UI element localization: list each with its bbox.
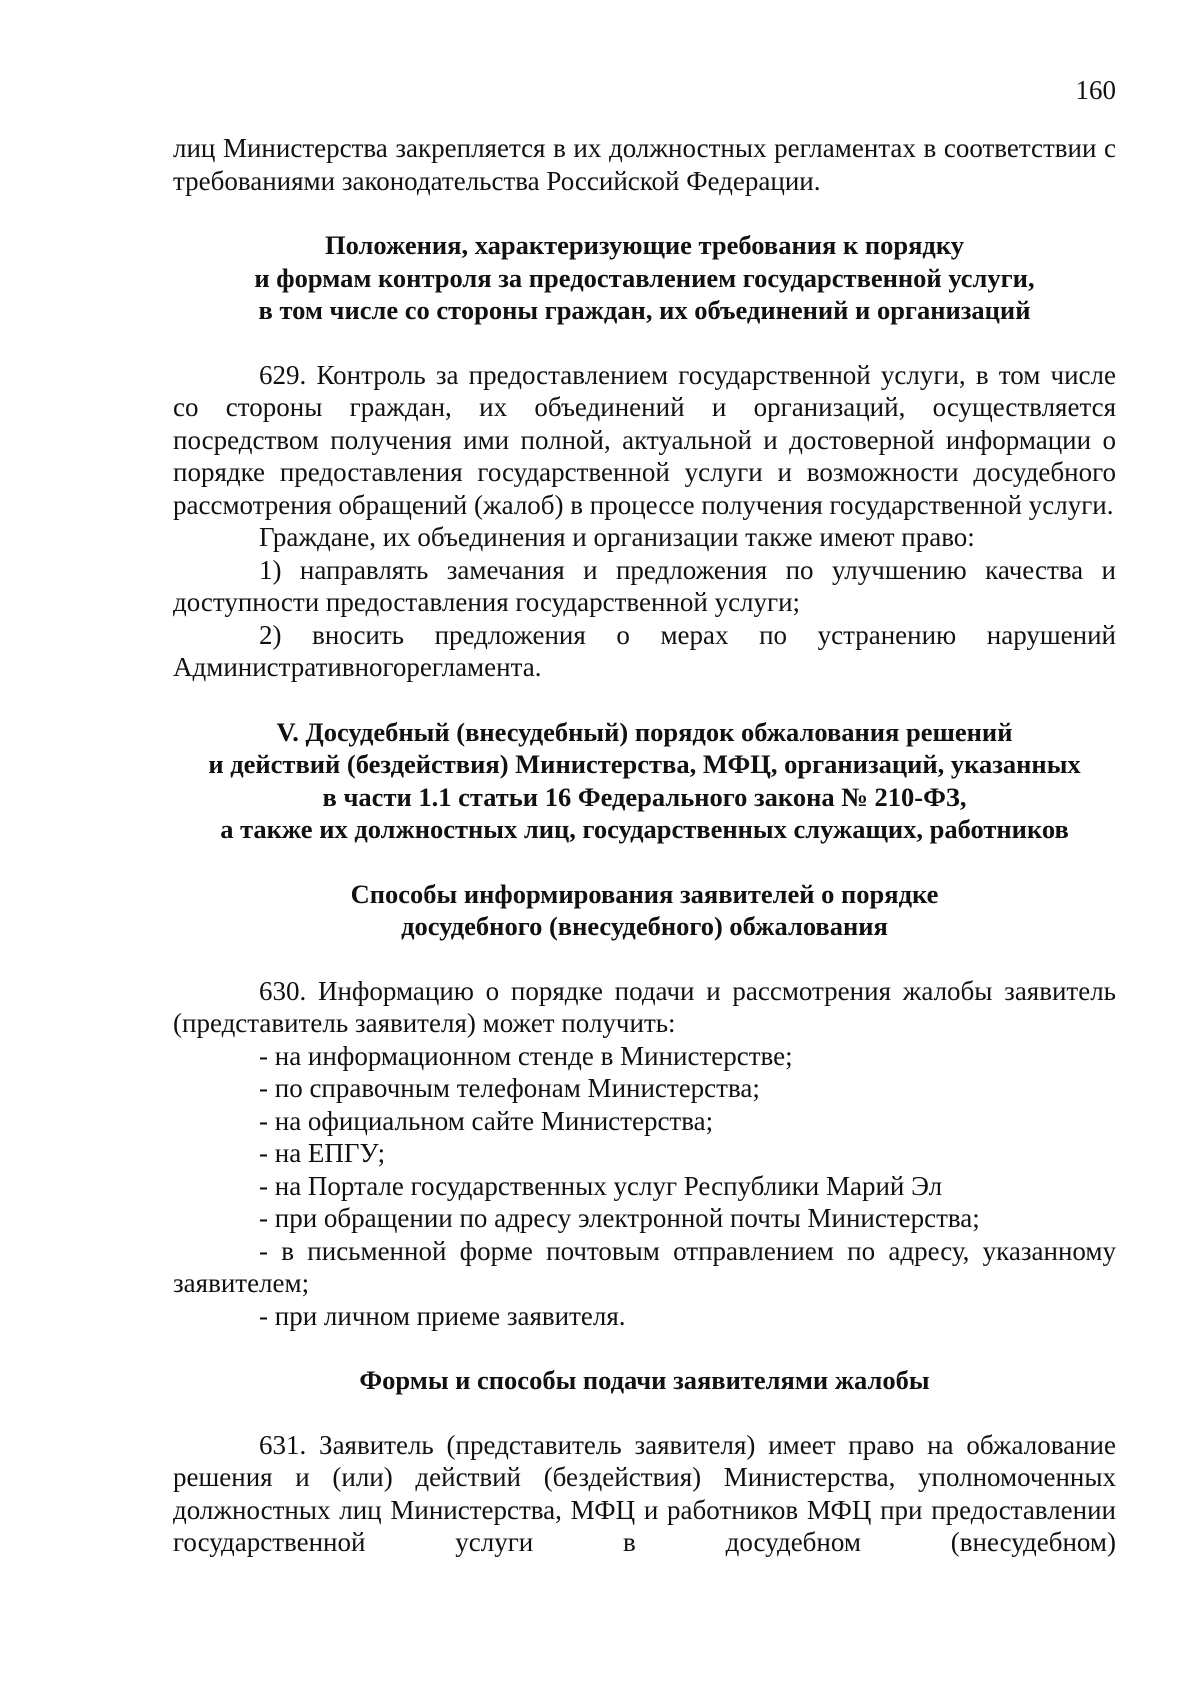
list-item: - на информационном стенде в Министерстве; (259, 1040, 793, 1071)
heading-line: а также их должностных лиц, государственных служащих, работников (220, 814, 1069, 844)
right-item-2: 2) вносить предложения о мерах по устранению нарушений Административногорегламента. (173, 619, 1116, 682)
document-body (173, 132, 1116, 1559)
section-control-heading (173, 229, 1116, 327)
list-item: - на ЕПГУ; (259, 1138, 386, 1168)
paragraph-629: 629. Контроль за предоставлением государственной услуги, в том числе со стороны граждан, их объединений и организаций, осуществляется посредством получения ими полной, актуальной и достоверной информации о порядке предоставления государственной услуги и возможности досудебного рассмотрения обращений (жалоб) в процессе получения государственной услуги. (173, 359, 1116, 520)
heading-line: V. Досудебный (внесудебный) порядок обжалования решений (276, 716, 1013, 747)
list-item: - при обращении по адресу электронной почты Министерства; (259, 1203, 980, 1233)
list-item: - по справочным телефонам Министерства; (259, 1073, 760, 1103)
section-v-heading (173, 716, 1116, 846)
heading-line: досудебного (внесудебного) обжалования (401, 911, 888, 941)
heading-line: в части 1.1 статьи 16 Федерального закона № 210-ФЗ, (322, 781, 967, 812)
right-item-1: 1) направлять замечания и предложения по улучшению качества и доступности предоставления государственной услуги; (173, 554, 1116, 617)
section-forms-heading: Формы и способы подачи заявителями жалобы (359, 1365, 930, 1395)
heading-line: Положения, характеризующие требования к порядку (325, 230, 964, 260)
list-item: - в письменной форме почтовым отправлением по адресу, указанному заявителем; (173, 1235, 1116, 1298)
list-item: - на официальном сайте Министерства; (259, 1105, 714, 1136)
page-number: 160 (1075, 75, 1116, 105)
section-inform-heading (173, 878, 1116, 943)
list-item: - на Портале государственных услуг Республики Марий Эл (259, 1170, 943, 1201)
heading-line: в том числе со стороны граждан, их объединений и организаций (258, 295, 1031, 325)
citizens-right-paragraph: Граждане, их объединения и организации также имеют право: (259, 522, 975, 552)
paragraph-630: 630. Информацию о порядке подачи и рассмотрения жалобы заявитель (представитель заявителя) может получить: (173, 975, 1116, 1038)
intro-paragraph: лиц Министерства закрепляется в их должностных регламентах в соответствии с требованиями законодательства Российской Федерации. (173, 133, 1116, 196)
heading-line: и действий (бездействия) Министерства, МФЦ, организаций, указанных (208, 749, 1081, 779)
heading-line: Способы информирования заявителей о порядке (350, 878, 939, 909)
heading-line: и формам контроля за предоставлением государственной услуги, (254, 262, 1035, 293)
list-item: - при личном приеме заявителя. (259, 1300, 626, 1331)
paragraph-631: 631. Заявитель (представитель заявителя) имеет право на обжалование решения и (или) действий (бездействия) Министерства, уполномоченных должностных лиц Министерства, МФЦ и работников МФЦ при предоставлении государственной услуги в досудебном (внесудебном) (173, 1429, 1116, 1557)
